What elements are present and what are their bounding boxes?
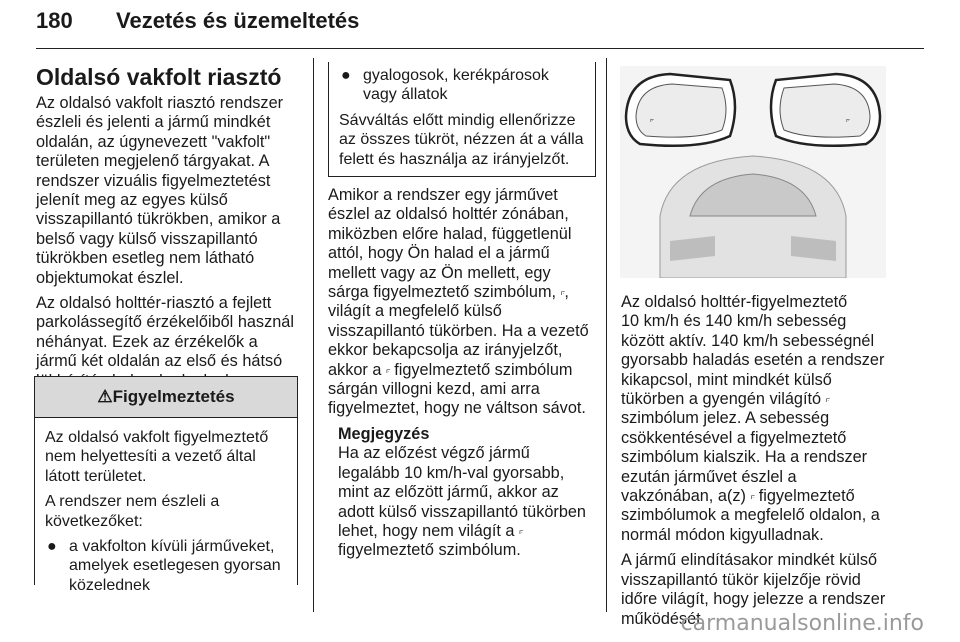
list-item-text: a vakfolton kívüli járműveket, amelyek esetlegesen gyorsan közelednek bbox=[69, 538, 281, 594]
list-item bbox=[339, 66, 585, 105]
blind-spot-icon: ⟔ bbox=[825, 394, 830, 406]
blind-spot-icon: ⟔ bbox=[750, 491, 755, 503]
column-divider-1 bbox=[313, 58, 314, 612]
warning-box-continued bbox=[328, 62, 596, 177]
paragraph: Az oldalsó holttér-riasztó a fejlett parkolássegítő érzékelőiből használ néhányat. Ezek az érzékelők a jármű két oldalán az első és hátsó bbox=[36, 294, 294, 371]
paragraph: Az oldalsó vakfolt riasztó rendszer észleli és jelenti a jármű mindkét oldalán, az úgynevezett "vakfolt" területen megjelenő tárgyakat. A rendszer vizuális figyelmeztetést jelenít meg az egyes külső visszapillantó tükrökben, amikor a belső vagy külső visszapillantó tükrökben esetleg nem látható objektumokat észlel. bbox=[36, 94, 284, 287]
warning-text: Az oldalsó vakfolt figyelmeztető nem helyettesíti a vezető által látott területet. bbox=[45, 429, 269, 485]
svg-text:⟔: ⟔ bbox=[650, 114, 655, 124]
paragraph: Amikor a rendszer egy járművet észlel az oldalsó holttér zónában, miközben előre halad, függetlenül attól, hogy Ön halad el a jármű mellett vagy az Ön mellett, egy sárga figyelmeztető szimbólum, ⟔, világít a megfelelő külső visszapillantó tükörben. Ha a vezető ekkor bekapcsolja az irányjelzőt, akkor a ⟔ figyelmeztető szimbólum sárgán villogni kezd, ami arra figyelmeztet, hogy ne váltson sávot. bbox=[328, 186, 589, 418]
header-rule bbox=[36, 48, 924, 49]
warning-header bbox=[35, 377, 297, 418]
warning-text: Sávváltás előtt mindig ellenőrizze az összes tükröt, nézzen át a válla felett és használja az irányjelzőt. bbox=[339, 111, 584, 168]
paragraph: A jármű elindításakor mindkét külső visszapillantó tükör kijelzője rövid időre világít, hogy jelezze a rendszer működését. bbox=[621, 551, 886, 628]
note-block: Megjegyzés Ha az előzést végző jármű legalább 10 km/h-val gyorsabb, mint az előzött jármű, akkor az adott külső visszapillantó tükörben lehet, hogy nem világít a ⟔ figyelmeztető szimbólum. bbox=[328, 425, 594, 561]
warning-box bbox=[34, 376, 298, 594]
warning-icon: ⚠ bbox=[97, 387, 113, 406]
figure-caption: Az oldalsó holttér-figyelmeztető bbox=[621, 293, 848, 311]
page-number: 180 bbox=[36, 8, 73, 33]
warning-text: A rendszer nem észleli a következőket: bbox=[45, 493, 220, 530]
column-3 bbox=[621, 293, 889, 635]
bullet-icon: ● bbox=[47, 538, 57, 556]
list-item-text: gyalogosok, kerékpárosok vagy állatok bbox=[363, 67, 549, 104]
section-heading: Oldalsó vakfolt riasztó bbox=[36, 64, 282, 90]
column-divider-2 bbox=[606, 58, 607, 612]
page-header bbox=[36, 4, 924, 48]
note-title: Megjegyzés bbox=[338, 424, 430, 443]
blind-spot-icon: ⟔ bbox=[385, 364, 390, 376]
blind-spot-icon: ⟔ bbox=[560, 287, 565, 299]
svg-text:⟔: ⟔ bbox=[846, 114, 851, 124]
list-item bbox=[45, 537, 287, 595]
section-title: Vezetés és üzemeltetés bbox=[116, 8, 360, 33]
bullet-icon: ● bbox=[341, 67, 351, 84]
paragraph: 10 km/h és 140 km/h sebesség között aktív. 140 km/h sebességnél gyorsabb haladás esetén a rendszer kikapcsol, mint mindkét külső tükörben a gyengén világító ⟔ szimbólum jelez. A sebesség csökkentésével a figyelmeztető szimbólum kialszik. Ha a rendszer ezután járművet észlel a vakzónában, a(z) ⟔ figyelmeztető szimbólumok a megfelelő oldalon, a normál módon kigyulladnak. bbox=[621, 312, 885, 544]
column-2 bbox=[328, 186, 594, 561]
watermark: carmanualsonline.info bbox=[680, 611, 924, 636]
warning-title: Figyelmeztetés bbox=[112, 387, 235, 406]
blind-spot-icon: ⟔ bbox=[519, 525, 523, 537]
mirrors-illustration bbox=[620, 66, 886, 278]
column-1 bbox=[36, 62, 300, 397]
